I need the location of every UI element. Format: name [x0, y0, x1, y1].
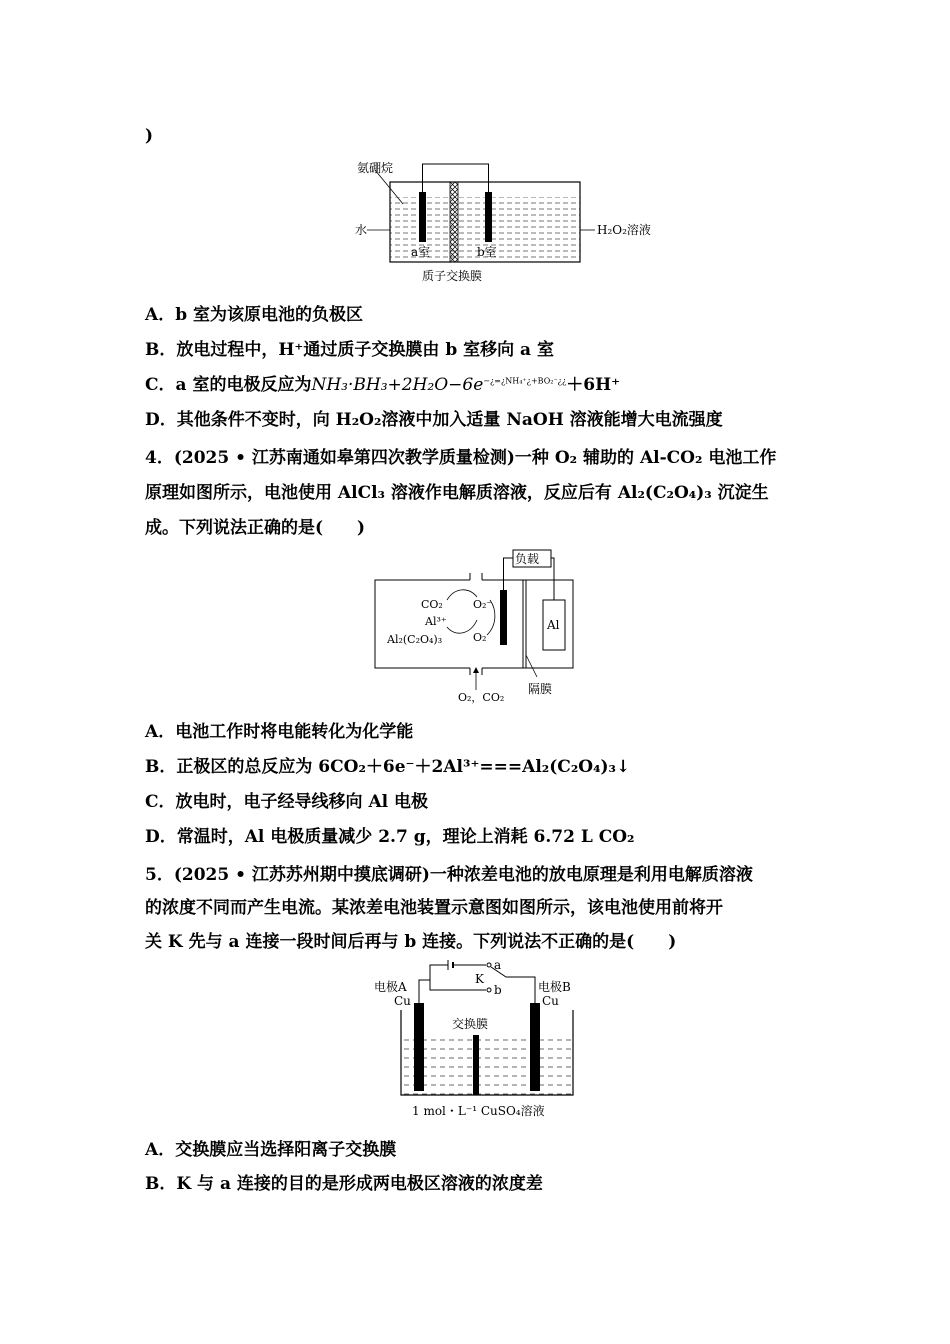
label-electrode-b: 电极B [538, 980, 571, 994]
electrode-a [419, 192, 426, 242]
q4-option-d: D．常温时，Al 电极质量减少 2.7 g，理论上消耗 6.72 L CO₂ [145, 827, 635, 847]
q4-option-b: B．正极区的总反应为 6CO₂＋6e⁻＋2Al³⁺===Al₂(C₂O₄)₃↓ [145, 757, 631, 777]
label-al3: Al³⁺ [425, 615, 447, 628]
electrode-a [414, 1003, 424, 1091]
label-switch-k: K [475, 972, 484, 986]
label-al: Al [547, 618, 560, 632]
label-h2o2: H₂O₂溶液 [597, 223, 651, 237]
label-ammonia-borane: 氨硼烷 [357, 161, 394, 175]
q3-option-c-formula: NH₃·BH₃+2H₂O−6e [311, 375, 484, 395]
cathode [500, 590, 507, 645]
label-membrane-2: 隔膜 [528, 682, 553, 696]
q4-stem-line3: 成。下列说法正确的是( ) [145, 518, 366, 538]
solution-fill [401, 1035, 573, 1095]
label-inlet: O₂，CO₂ [458, 691, 505, 704]
proton-membrane [450, 182, 458, 262]
cell-left-wall [375, 580, 470, 668]
label-water: 水 [355, 223, 368, 237]
label-chamber-a: a室 [411, 245, 431, 259]
label-electrode-a: 电极A [374, 980, 407, 994]
electrode-b [530, 1003, 540, 1091]
q4-stem-line2: 原理如图所示，电池使用 AlCl₃ 溶液作电解质溶液，反应后有 Al₂(C₂O₄)₃ 沉淀生 [145, 483, 769, 503]
q3-option-c-noise: −¿=¿NH₄⁺¿+BO₂⁻¿¿ [483, 376, 567, 386]
label-solution: 1 mol・L⁻¹ CuSO₄溶液 [412, 1104, 545, 1118]
wire-left [419, 965, 448, 1003]
label-o2: O₂ [473, 631, 487, 644]
label-al2c2o43: Al₂(C₂O₄)₃ [387, 633, 443, 646]
q3-option-d: D．其他条件不变时，向 H₂O₂溶液中加入适量 NaOH 溶液能增大电流强度 [145, 410, 723, 430]
q4-stem-line1: 4．(2025 • 江苏南通如皋第四次教学质量检测)一种 O₂ 辅助的 Al-CO₂ 电池工作 [145, 448, 777, 468]
q5-stem-line3: 关 K 先与 a 连接一段时间后再与 b 连接。下列说法不正确的是( ) [145, 932, 677, 952]
q3-option-c-prefix: C．a 室的电极反应为 [145, 375, 312, 395]
label-membrane: 质子交换膜 [422, 269, 483, 283]
exchange-membrane [473, 1035, 479, 1095]
label-cu-b: Cu [542, 994, 559, 1008]
q3-option-c-suffix: ＋6H⁺ [566, 375, 621, 395]
q3-option-b: B．放电过程中，H⁺通过质子交换膜由 b 室移向 a 室 [145, 340, 554, 360]
label-cu-a: Cu [394, 994, 411, 1008]
figure-concentration-cell [368, 955, 588, 1123]
label-chamber-b: b室 [477, 245, 497, 259]
label-terminal-b: b [494, 983, 502, 997]
label-co2: CO₂ [421, 598, 443, 611]
closing-paren: ) [145, 126, 154, 146]
q5-stem-line1: 5．(2025 • 江苏苏州期中摸底调研)一种浓差电池的放电原理是利用电解质溶液 [145, 865, 753, 885]
q5-stem-line2: 的浓度不同而产生电流。某浓差电池装置示意图如图所示，该电池使用前将开 [145, 898, 723, 918]
q4-option-a: A．电池工作时将电能转化为化学能 [145, 722, 414, 742]
figure-ammonia-borane-cell [355, 152, 651, 287]
q3-option-c [145, 370, 620, 395]
q5-option-a: A．交换膜应当选择阳离子交换膜 [145, 1140, 397, 1160]
q3-option-a: A．b 室为该原电池的负极区 [145, 305, 363, 325]
figure-al-co2-battery [375, 545, 575, 705]
label-load: 负载 [515, 552, 540, 566]
label-exchange-membrane: 交换膜 [452, 1017, 489, 1031]
q5-option-b: B．K 与 a 连接的目的是形成两电极区溶液的浓度差 [145, 1174, 543, 1194]
label-o2-minus: O₂⁻ [473, 598, 493, 611]
label-terminal-a: a [494, 958, 502, 972]
q4-option-c: C．放电时，电子经导线移向 Al 电极 [145, 792, 429, 812]
electrode-b [485, 192, 492, 242]
